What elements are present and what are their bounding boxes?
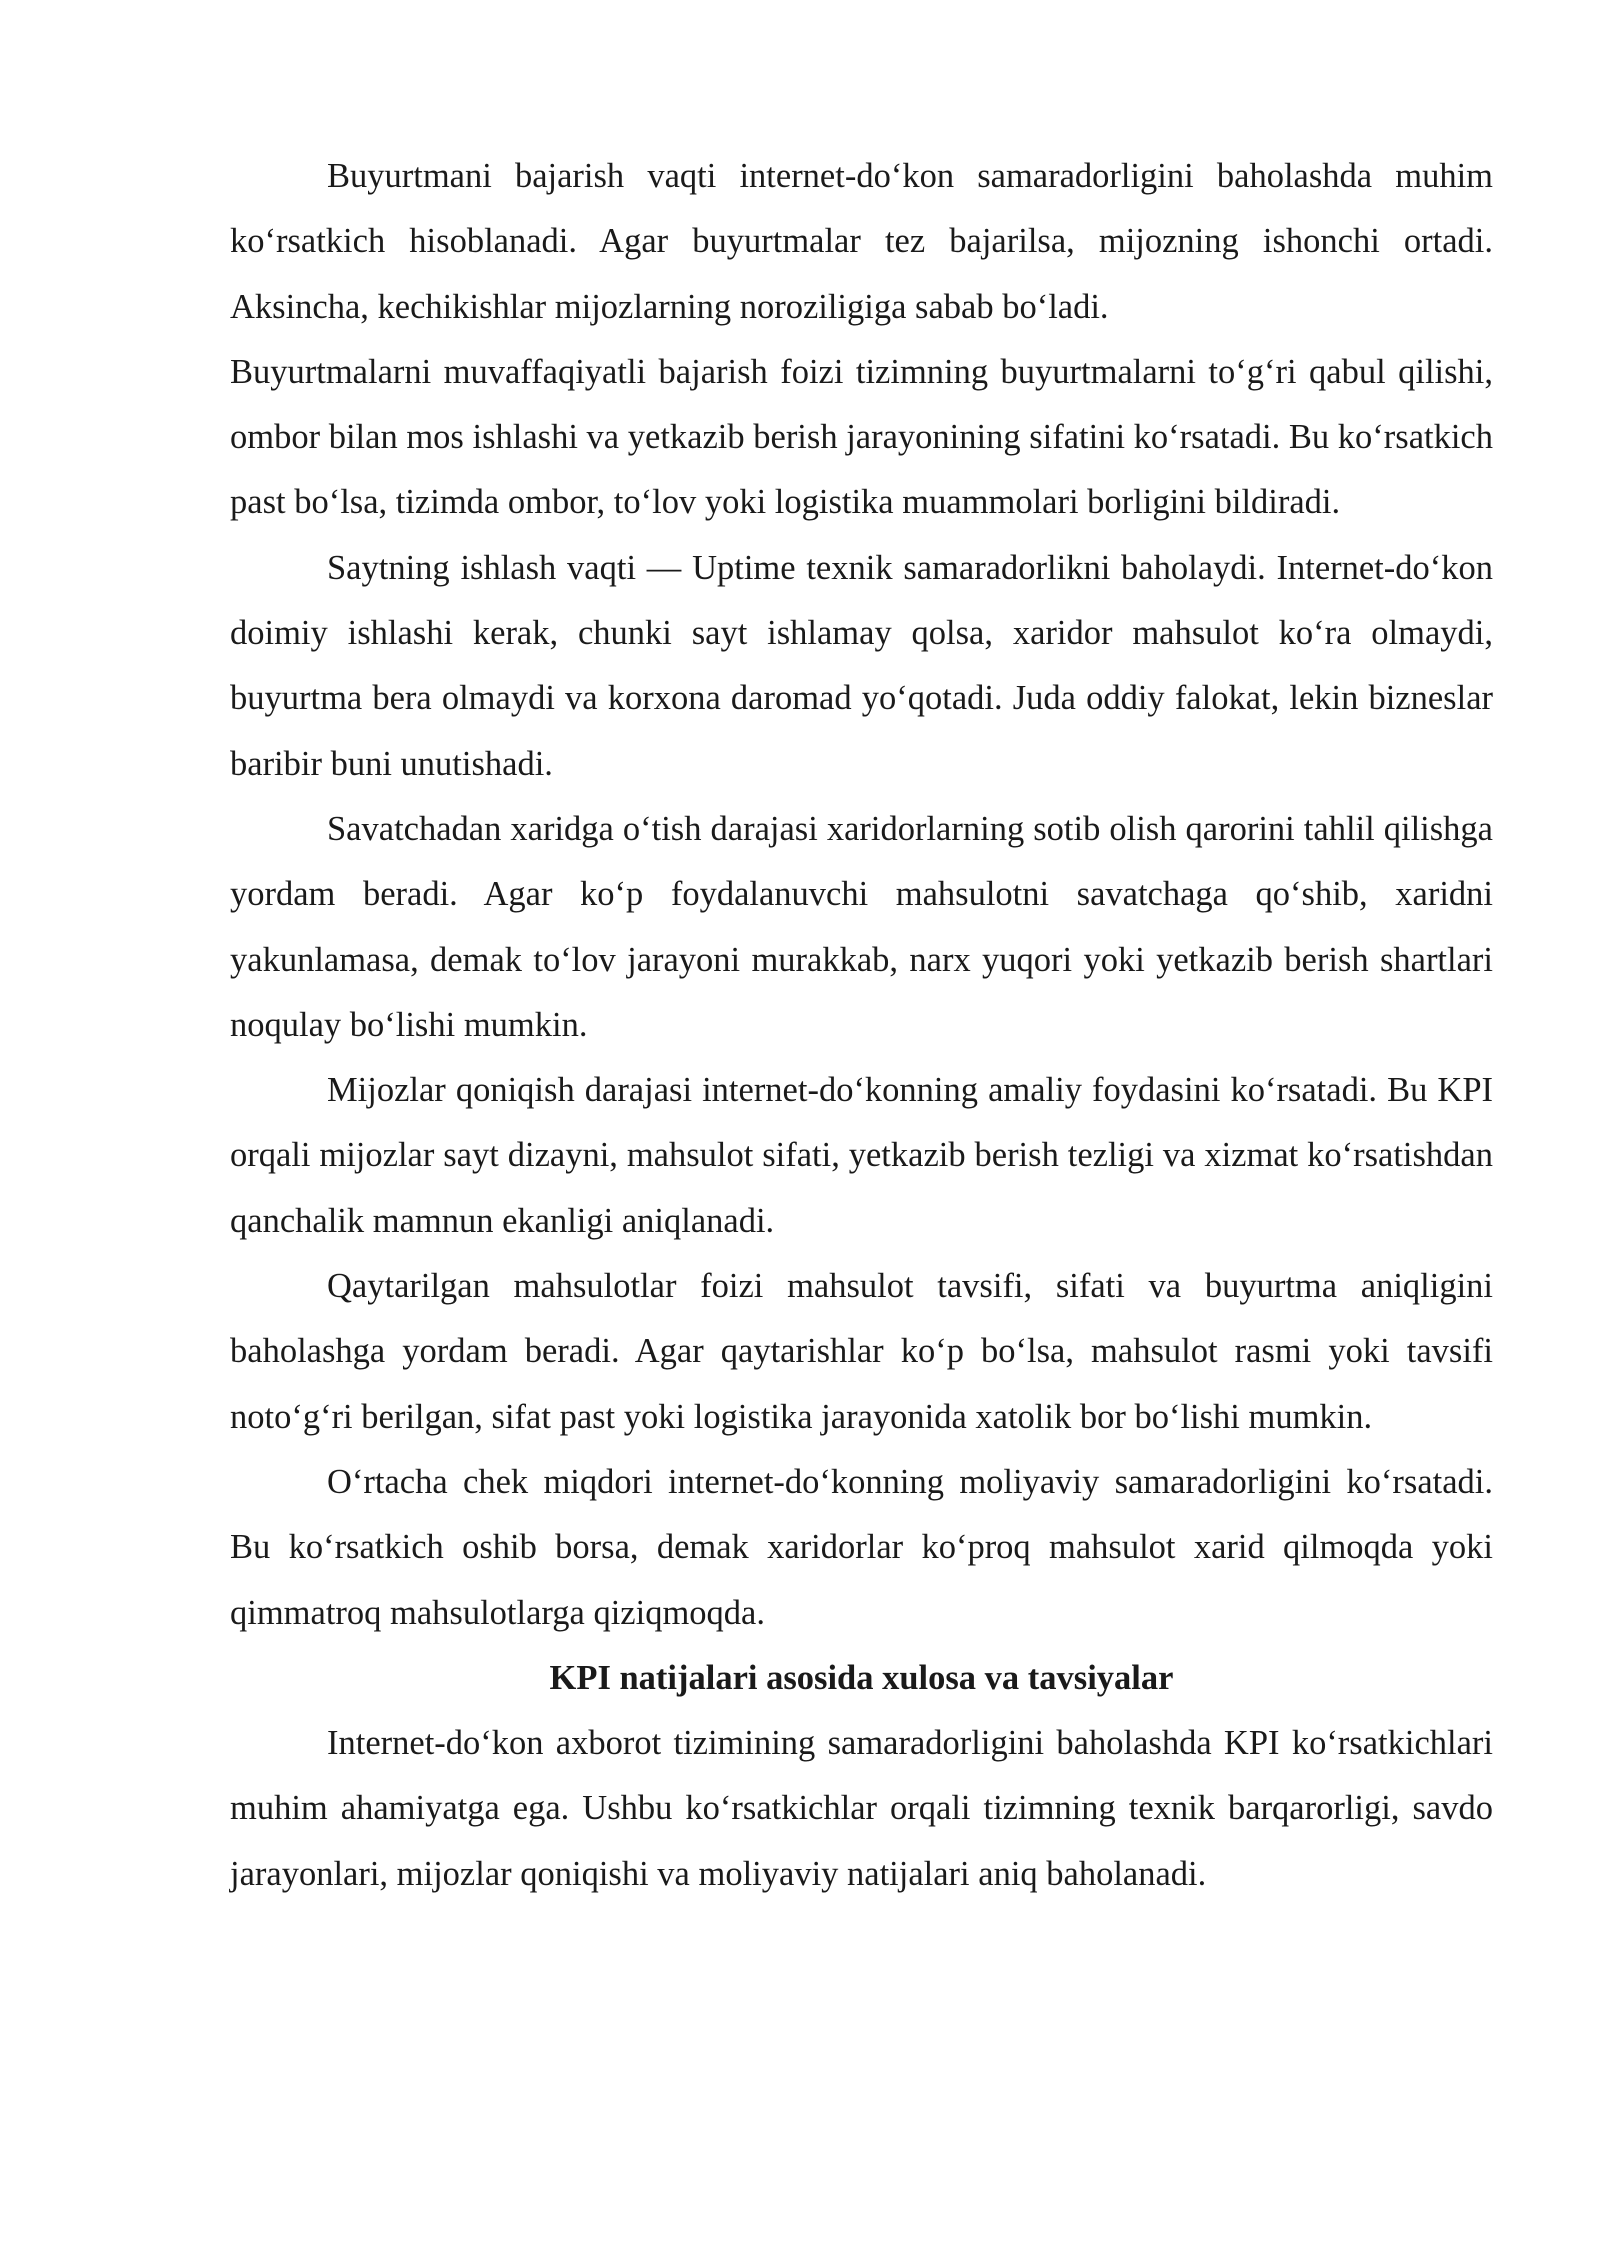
paragraph-return-rate: Qaytarilgan mahsulotlar foizi mahsulot tavsifi, sifati va buyurtma aniqligini baholashga yordam beradi. Agar qaytarishlar ko‘p bo‘lsa, mahsulot rasmi yoki tavsifi noto‘g‘ri berilgan, sifat past yoki logistika jarayonida xatolik bor bo‘lishi mumkin. bbox=[230, 1267, 1493, 1436]
paragraph-site-uptime: Saytning ishlash vaqti — Uptime texnik samaradorlikni baholaydi. Internet-do‘kon doimiy ishlashi kerak, chunki sayt ishlamay qolsa, xaridor mahsulot ko‘ra olmaydi, buyurtma bera olmaydi va korxona daromad yo‘qotadi. Juda oddiy falokat, lekin bizneslar baribir buni unutishadi. bbox=[230, 548, 1493, 783]
paragraph-average-check: O‘rtacha chek miqdori internet-do‘konning moliyaviy samaradorligini ko‘rsatadi. Bu ko‘rsatkich oshib borsa, demak xaridorlar ko‘proq mahsulot xarid qilmoqda yoki qimmatroq mahsulotlarga qiziqmoqda. bbox=[230, 1462, 1493, 1632]
paragraph-order-fulfillment-time: Buyurtmani bajarish vaqti internet-do‘kon samaradorligini baholashda muhim ko‘rsatkich hisoblanadi. Agar buyurtmalar tez bajarilsa, mijozning ishonchi ortadi. Aksincha, kechikishlar mijozlarning noroziligiga sabab bo‘ladi. bbox=[230, 157, 1493, 326]
paragraph-conclusion: Internet-do‘kon axborot tizimining samaradorligini baholashda KPI ko‘rsatkichlari muhim ahamiyatga ega. Ushbu ko‘rsatkichlar orqali tizimning texnik barqarorligi, savdo jarayonlari, mijozlar qoniqishi va moliyaviy natijalari aniq baholanadi. bbox=[230, 1724, 1493, 1893]
paragraph-customer-satisfaction: Mijozlar qoniqish darajasi internet-do‘konning amaliy foydasini ko‘rsatadi. Bu KPI orqali mijozlar sayt dizayni, mahsulot sifati, yetkazib berish tezligi va xizmat ko‘rsatishdan qanchalik mamnun ekanligi aniqlanadi. bbox=[230, 1071, 1493, 1240]
section-heading: KPI natijalari asosida xulosa va tavsiyalar bbox=[549, 1658, 1174, 1697]
paragraph-cart-conversion: Savatchadan xaridga o‘tish darajasi xaridorlarning sotib olish qarorini tahlil qilishga yordam beradi. Agar ko‘p foydalanuvchi mahsulotni savatchaga qo‘shib, xaridni yakunlamasa, demak to‘lov jarayoni murakkab, narx yuqori yoki yetkazib berish shartlari noqulay bo‘lishi mumkin. bbox=[230, 809, 1493, 1044]
document-page bbox=[230, 144, 1493, 1907]
paragraph-order-success-rate: Buyurtmalarni muvaffaqiyatli bajarish foizi tizimning buyurtmalarni to‘g‘ri qabul qilishi, ombor bilan mos ishlashi va yetkazib berish jarayonining sifatini ko‘rsatadi. Bu ko‘rsatkich past bo‘lsa, tizimda ombor, to‘lov yoki logistika muammolari borligini bildiradi. bbox=[230, 352, 1493, 522]
